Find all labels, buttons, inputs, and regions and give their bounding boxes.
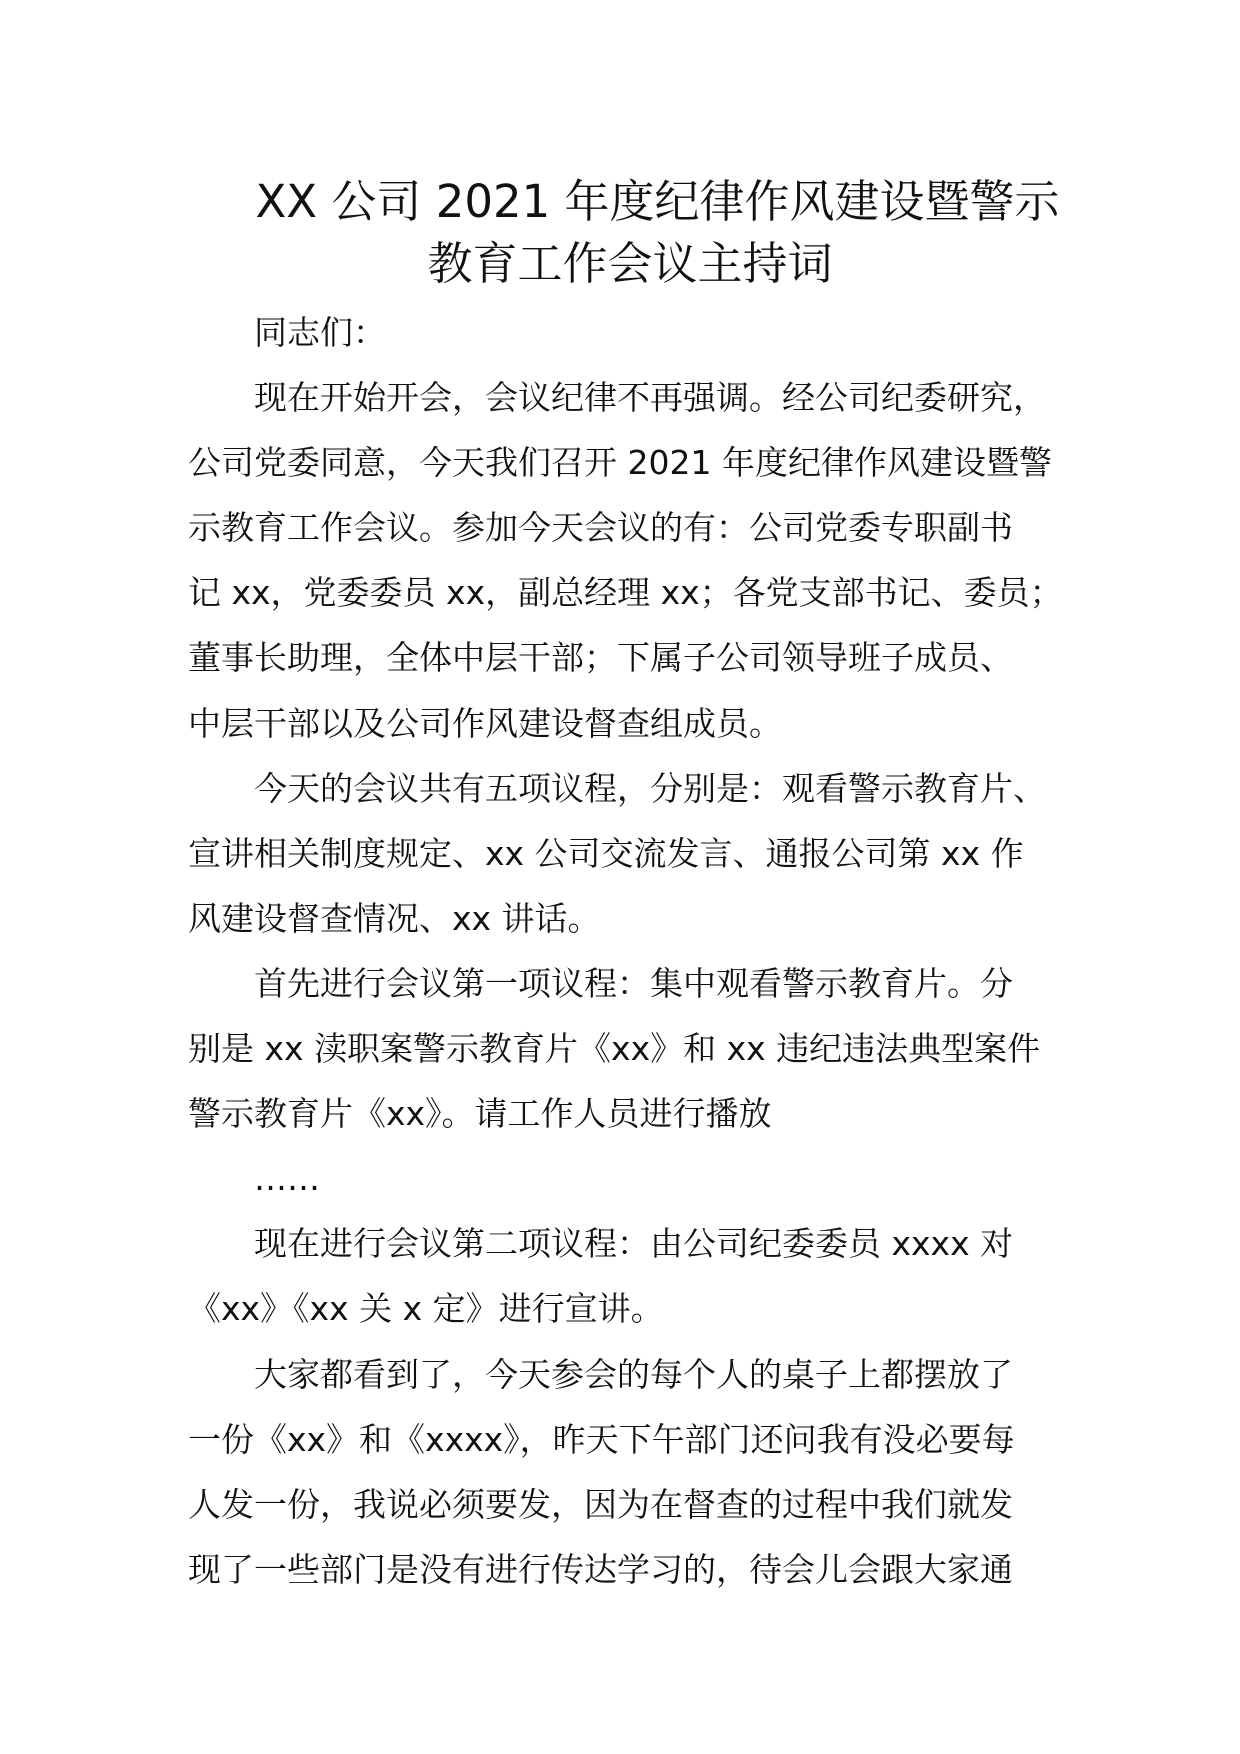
text-line: 一份《xx》和《xxxx》，昨天下午部门还问我有没必要每 xyxy=(188,1419,1015,1459)
text-line: 公司党委同意，今天我们召开 2021 年度纪律作风建设暨警 xyxy=(188,443,1052,483)
text-line: 人发一份，我说必须要发，因为在督查的过程中我们就发 xyxy=(188,1484,1013,1524)
text-line: 示教育工作会议。参加今天会议的有：公司党委专职副书 xyxy=(188,508,1013,548)
document-body xyxy=(188,300,1088,1602)
text-line: 大家都看到了，今天参会的每个人的桌子上都摆放了 xyxy=(254,1354,1013,1394)
text-line: 现在开始开会，会议纪律不再强调。经公司纪委研究， xyxy=(254,378,1046,418)
text-line: …… xyxy=(254,1159,320,1199)
document-title-line-2: 教育工作会议主持词 xyxy=(427,237,833,290)
text-line: 警示教育片《xx》。请工作人员进行播放 xyxy=(188,1094,772,1134)
text-line: 现在进行会议第二项议程：由公司纪委委员 xxxx 对 xyxy=(254,1224,1014,1264)
text-line: 风建设督查情况、xx 讲话。 xyxy=(188,898,601,938)
text-line: 宣讲相关制度规定、xx 公司交流发言、通报公司第 xx 作 xyxy=(188,833,1024,873)
text-line: 首先进行会议第一项议程：集中观看警示教育片。分 xyxy=(254,963,1013,1003)
document-title-line-1: XX 公司 2021 年度纪律作风建设暨警示 xyxy=(255,175,1060,228)
text-line: 董事长助理，全体中层干部；下属子公司领导班子成员、 xyxy=(188,638,1013,678)
text-line: 中层干部以及公司作风建设督查组成员。 xyxy=(188,703,782,743)
text-line: 同志们： xyxy=(254,313,386,352)
text-line: 今天的会议共有五项议程，分别是：观看警示教育片、 xyxy=(254,768,1046,808)
text-line: 记 xx，党委委员 xx，副总经理 xx；各党支部书记、委员； xyxy=(188,573,1063,613)
text-line: 《xx》《xx 关 x 定》进行宣讲。 xyxy=(188,1289,664,1329)
text-line: 别是 xx 渎职案警示教育片《xx》和 xx 违纪违法典型案件 xyxy=(188,1029,1041,1069)
text-line: 现了一些部门是没有进行传达学习的，待会儿会跟大家通 xyxy=(188,1549,1013,1589)
